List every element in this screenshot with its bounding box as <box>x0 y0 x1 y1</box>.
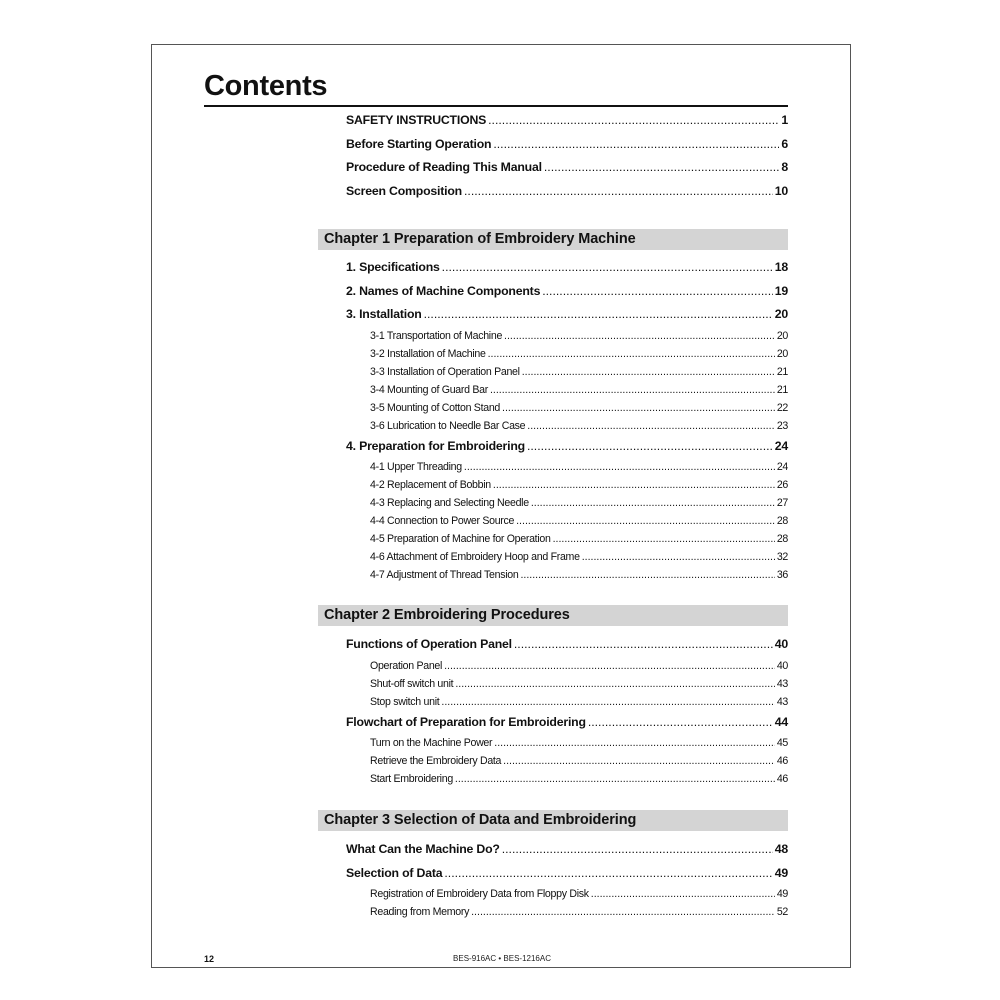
toc-subsection-label: 4-7 Adjustment of Thread Tension <box>370 569 519 581</box>
leader-dots <box>464 458 775 476</box>
toc-subsection-label: 3-2 Installation of Machine <box>370 347 486 360</box>
toc-section-page: 48 <box>774 842 788 856</box>
leader-dots <box>488 109 779 133</box>
toc-subsection-page: 43 <box>776 695 788 708</box>
toc-subsection-label: 4-2 Replacement of Bobbin <box>370 479 491 491</box>
toc-subsection-label: 3-5 Mounting of Cotton Stand <box>370 401 500 414</box>
toc-subsection-page: 46 <box>776 773 788 785</box>
chapter-1-heading: Chapter 1 Preparation of Embroidery Machine <box>318 229 788 250</box>
toc-subsection-label: 3-6 Lubrication to Needle Bar Case <box>370 419 526 432</box>
toc-subsection-label: Shut-off switch unit <box>370 677 454 690</box>
toc-entry-label: Screen Composition <box>346 183 462 198</box>
toc-subsection-label: Turn on the Machine Power <box>370 737 493 749</box>
toc-entry-page: 6 <box>781 136 788 151</box>
leader-dots <box>502 399 775 417</box>
leader-dots <box>424 303 773 327</box>
toc-subsection-page: 24 <box>776 461 788 473</box>
toc-section <box>346 303 788 327</box>
toc-subsection-page: 36 <box>776 569 788 581</box>
toc-section <box>346 838 788 862</box>
toc-subsection-page: 45 <box>776 737 788 749</box>
toc-section-label: Flowchart of Preparation for Embroidering <box>346 714 586 729</box>
leader-dots <box>494 734 775 752</box>
toc-subsection-label: Registration of Embroidery Data from Floppy Disk <box>370 888 589 900</box>
leader-dots <box>516 512 775 530</box>
toc-subsection-page: 49 <box>776 888 788 900</box>
toc-section <box>346 633 788 657</box>
toc-subsection-label: Operation Panel <box>370 659 443 672</box>
toc-subsection <box>370 675 788 693</box>
toc-subsection-label: 4-6 Attachment of Embroidery Hoop and Frame <box>370 551 580 563</box>
toc-subsection-page: 26 <box>776 479 788 491</box>
toc-section-page: 44 <box>774 714 788 729</box>
toc-subsection-label: Stop switch unit <box>370 695 440 708</box>
toc-subsection-page: 22 <box>776 401 788 414</box>
manual-page <box>151 44 851 968</box>
toc-subsection <box>370 399 788 417</box>
toc-section-page: 24 <box>774 438 788 453</box>
toc-entry-page: 10 <box>774 183 788 198</box>
toc-subsection-label: Reading from Memory <box>370 906 470 918</box>
toc-subsection-page: 23 <box>776 419 788 432</box>
toc-subsection-page: 20 <box>776 347 788 360</box>
toc-subsection <box>370 548 788 566</box>
toc-subsection <box>370 903 788 921</box>
toc-subsection-page: 27 <box>776 497 788 509</box>
toc-subsection <box>370 363 788 381</box>
toc-section-label: 3. Installation <box>346 307 422 321</box>
toc-section <box>346 862 788 886</box>
leader-dots <box>503 752 775 770</box>
toc-subsection-page: 28 <box>776 533 788 545</box>
toc-entry-label: Procedure of Reading This Manual <box>346 160 542 174</box>
chapter-2-entries <box>346 633 788 788</box>
page-title: Contents <box>204 70 328 102</box>
toc-section <box>346 435 788 459</box>
leader-dots <box>444 657 775 675</box>
leader-dots <box>544 156 780 180</box>
leader-dots <box>441 693 774 711</box>
toc-subsection-label: 4-4 Connection to Power Source <box>370 515 515 527</box>
toc-subsection-label: Start Embroidering <box>370 773 453 785</box>
leader-dots <box>493 476 775 494</box>
toc-subsection-label: 3-4 Mounting of Guard Bar <box>370 383 488 396</box>
leader-dots <box>527 435 773 459</box>
toc-subsection-label: 4-3 Replacing and Selecting Needle <box>370 497 529 509</box>
toc-subsection-page: 28 <box>776 515 788 527</box>
leader-dots <box>591 885 775 903</box>
leader-dots <box>444 862 772 886</box>
leader-dots <box>490 381 775 399</box>
title-rule <box>204 105 788 107</box>
chapter-3-heading: Chapter 3 Selection of Data and Embroidering <box>318 810 788 831</box>
leader-dots <box>514 633 773 657</box>
toc-section-page: 19 <box>774 283 788 298</box>
toc-section-label: 1. Specifications <box>346 260 440 274</box>
toc-section-label: Selection of Data <box>346 865 443 880</box>
toc-subsection-page: 21 <box>776 365 788 378</box>
toc-section-page: 18 <box>774 260 788 274</box>
toc-subsection <box>370 657 788 675</box>
leader-dots <box>442 256 773 280</box>
toc-entry <box>346 180 788 204</box>
toc-subsection-page: 46 <box>776 755 788 767</box>
toc-subsection-label: 3-1 Transportation of Machine <box>370 329 503 342</box>
toc-subsection-page: 21 <box>776 383 788 396</box>
toc-subsection-page: 20 <box>776 329 788 342</box>
toc-subsection-label: 4-1 Upper Threading <box>370 461 462 473</box>
toc-subsection-label: 3-3 Installation of Operation Panel <box>370 365 520 378</box>
leader-dots <box>455 675 775 693</box>
toc-subsection <box>370 693 788 711</box>
toc-subsection <box>370 770 788 788</box>
toc-entry <box>346 133 788 157</box>
footer-model: BES-916AC • BES-1216AC <box>453 954 551 963</box>
toc-subsection <box>370 530 788 548</box>
toc-section-label: Functions of Operation Panel <box>346 637 512 651</box>
leader-dots <box>504 327 775 345</box>
toc-subsection-label: 4-5 Preparation of Machine for Operation <box>370 533 551 545</box>
toc-subsection <box>370 327 788 345</box>
toc-entry-page: 8 <box>781 160 788 174</box>
chapter-2-heading: Chapter 2 Embroidering Procedures <box>318 605 788 626</box>
toc-subsection <box>370 512 788 530</box>
toc-entry-label: Before Starting Operation <box>346 136 492 151</box>
chapter-3-entries <box>346 838 788 921</box>
leader-dots <box>522 363 775 381</box>
leader-dots <box>542 280 773 304</box>
chapter-1-entries <box>346 256 788 584</box>
leader-dots <box>582 548 775 566</box>
leader-dots <box>553 530 775 548</box>
leader-dots <box>588 711 773 735</box>
toc-section-page: 40 <box>774 637 788 651</box>
toc-subsection <box>370 566 788 584</box>
toc-subsection-page: 43 <box>776 677 788 690</box>
leader-dots <box>502 838 773 862</box>
leader-dots <box>531 494 775 512</box>
toc-section-label: What Can the Machine Do? <box>346 842 500 856</box>
page-number: 12 <box>204 954 215 964</box>
toc-subsection <box>370 345 788 363</box>
toc-subsection-label: Retrieve the Embroidery Data <box>370 755 502 767</box>
toc-section <box>346 256 788 280</box>
intro-entries <box>346 109 788 203</box>
toc-section-page: 20 <box>774 307 788 321</box>
toc-subsection-page: 32 <box>776 551 788 563</box>
toc-subsection <box>370 752 788 770</box>
toc-entry <box>346 109 788 133</box>
leader-dots <box>493 133 779 157</box>
leader-dots <box>471 903 775 921</box>
toc-subsection <box>370 476 788 494</box>
toc-entry-label: SAFETY INSTRUCTIONS <box>346 113 487 127</box>
toc-entry <box>346 156 788 180</box>
toc-subsection-page: 40 <box>776 659 788 672</box>
toc-section-label: 2. Names of Machine Components <box>346 283 541 298</box>
toc-subsection <box>370 458 788 476</box>
leader-dots <box>488 345 775 363</box>
toc-subsection <box>370 417 788 435</box>
toc-subsection <box>370 734 788 752</box>
toc-section <box>346 711 788 735</box>
leader-dots <box>464 180 773 204</box>
toc-subsection <box>370 885 788 903</box>
toc-section <box>346 280 788 304</box>
toc-subsection <box>370 381 788 399</box>
leader-dots <box>527 417 775 435</box>
toc-subsection <box>370 494 788 512</box>
toc-entry-page: 1 <box>781 113 788 127</box>
toc-section-page: 49 <box>774 865 788 880</box>
leader-dots <box>520 566 774 584</box>
toc-subsection-page: 52 <box>776 906 788 918</box>
toc-section-label: 4. Preparation for Embroidering <box>346 438 525 453</box>
leader-dots <box>455 770 775 788</box>
